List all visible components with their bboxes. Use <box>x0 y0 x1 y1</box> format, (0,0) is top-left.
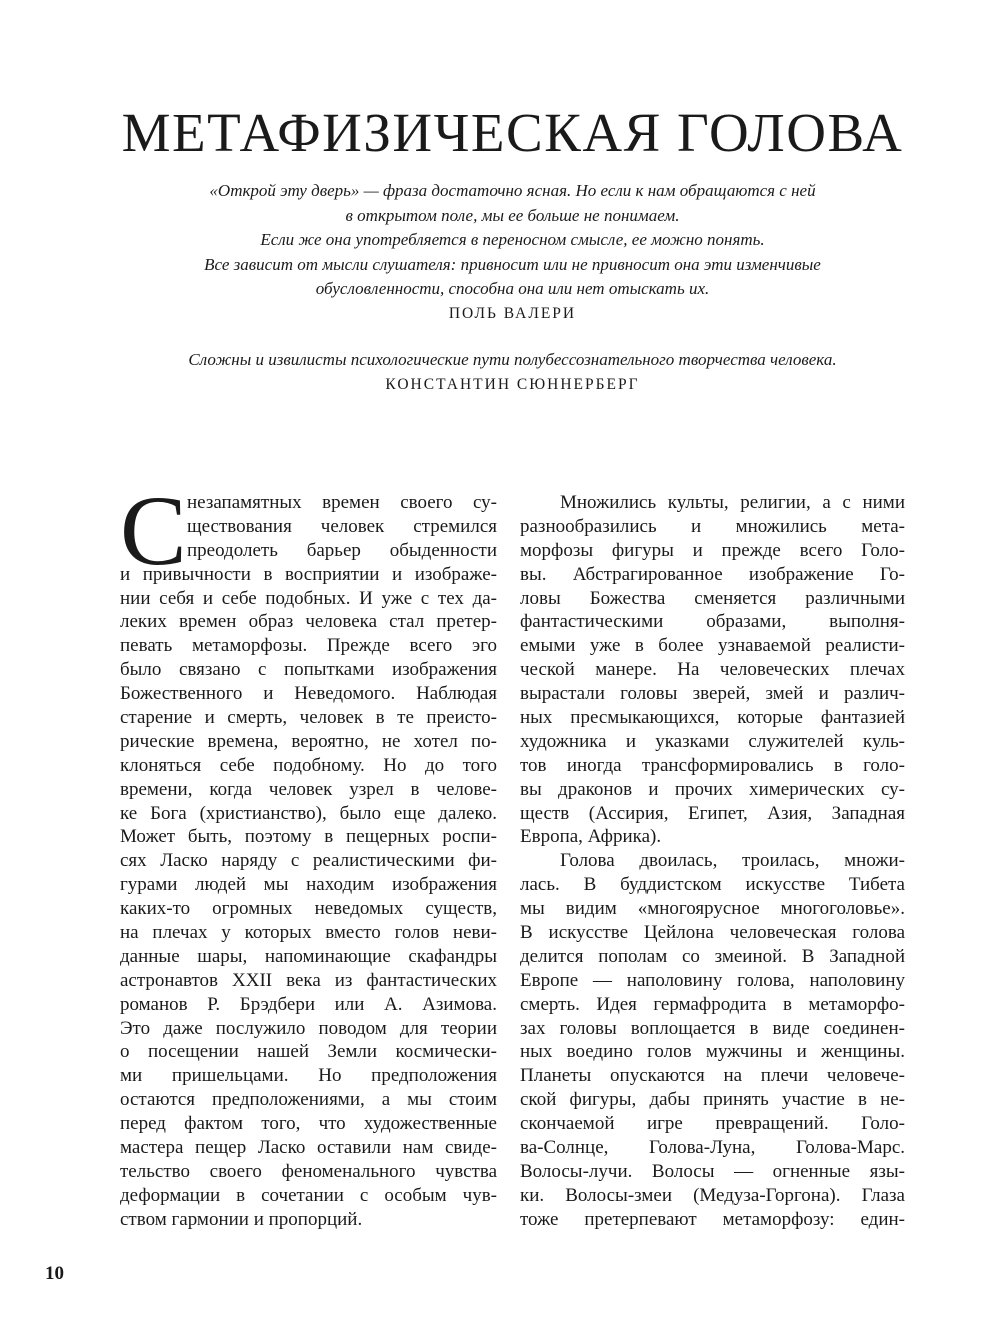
text-line: и привычности в восприятии и изображе- <box>120 563 497 585</box>
text-line: было связано с попытками изображения <box>120 659 497 681</box>
text-line: ва-Солнце, Голова-Луна, Голова-Марс. <box>520 1137 905 1159</box>
epigraph-line: в открытом поле, мы ее больше не понимаем. <box>345 205 680 225</box>
text-line: Планеты опускаются на плечи человече- <box>520 1065 905 1087</box>
text-line: Множились культы, религии, а с ними <box>560 492 905 513</box>
epigraph-line: Сложны и извилисты психологические пути полубессознательного творчества человека. <box>188 350 837 369</box>
text-line: ки. Волосы-змеи (Медуза-Горгона). Глаза <box>520 1184 905 1206</box>
text-line: певать метаморфозы. Прежде всего эго <box>120 635 497 657</box>
epigraph-line: Все зависит от мысли слушателя: привносит или не привносит она эти изменчивые <box>204 254 821 274</box>
text-line: смерть. Идея гермафродита в метаморфо- <box>520 993 905 1015</box>
text-line: зах головы воплощается в виде соединен- <box>520 1017 905 1039</box>
text-line: о посещении нашей Земли космически- <box>120 1041 497 1063</box>
text-line: времени, когда человек узрел в челове- <box>120 778 497 800</box>
text-line: мастера пещер Ласко оставили нам свиде- <box>120 1137 497 1159</box>
text-line: ществ (Ассирия, Египет, Азия, Западная <box>520 802 905 824</box>
text-line: Божественного и Неведомого. Наблюдая <box>120 683 497 705</box>
text-line: астронавтов XXII века из фантастических <box>120 969 497 991</box>
text-line: вы драконов и прочих химерических су- <box>520 778 905 800</box>
text-line: делится пополам со змеиной. В Западной <box>520 945 905 967</box>
text-line: тов иногда трансформировались в голо- <box>520 754 905 776</box>
body-column-right <box>520 491 905 1232</box>
text-line: Голова двоилась, троилась, множи- <box>560 850 905 872</box>
text-line: лась. В буддистском искусстве Тибета <box>520 874 905 896</box>
text-line: вы. Абстрагированное изображение Го- <box>520 563 905 585</box>
text-line: Европе — наполовину голова, наполовину <box>520 969 905 991</box>
text-line: художника и указками служителей куль- <box>520 730 905 752</box>
text-line: остаются предположениями, а мы стоим <box>120 1089 497 1111</box>
body-column-left <box>120 475 497 1232</box>
epigraph-author: ПОЛЬ ВАЛЕРИ <box>448 304 577 322</box>
epigraph-sjunnerberg <box>0 348 1000 397</box>
text-line: Волосы-лучи. Волосы — огненные язы- <box>520 1160 905 1182</box>
epigraph-line: «Открой эту дверь» — фраза достаточно ясная. Но если к нам обращаются с ней <box>209 181 816 200</box>
epigraph-line: Если же она употребляется в переносном смысле, ее можно понять. <box>260 230 765 249</box>
text-line: ловы Божества сменяется различными <box>520 587 905 609</box>
text-line: незапамятных времен своего су- <box>187 492 497 513</box>
text-line: емыми уже в более узнаваемой реалисти- <box>520 635 905 657</box>
text-line: перед фактом того, что художественные <box>120 1113 497 1135</box>
text-line: каких-то огромных неведомых существ, <box>120 898 497 920</box>
page-number: 10 <box>45 1263 64 1284</box>
text-line: Это даже послужило поводом для теории <box>120 1017 497 1039</box>
text-line: морфозы фигуры и прежде всего Голо- <box>520 539 905 561</box>
text-line: деформации в сочетании с особым чув- <box>120 1184 497 1206</box>
text-line: ществования человек стремился <box>187 515 497 537</box>
text-line: фантастическими образами, выполня- <box>520 611 905 633</box>
text-line: клоняться себе подобному. Но до того <box>120 754 497 776</box>
drop-cap: С <box>120 475 187 586</box>
text-line: романов Р. Брэдбери или А. Азимова. <box>120 993 497 1015</box>
text-line: нии себя и себе подобных. И уже с тех да- <box>120 587 497 609</box>
epigraph-line: обусловленности, способна она или нет отыскать их. <box>315 279 710 298</box>
text-line: ке Бога (христианство), было еще далеко. <box>120 802 497 824</box>
text-line: преодолеть барьер обыденности <box>187 539 497 561</box>
text-line: тоже претерпевают метаморфозу: един- <box>520 1208 905 1230</box>
epigraph-valery <box>0 179 1000 326</box>
text-line: ством гармонии и пропорций. <box>120 1208 363 1230</box>
text-line: сях Ласко наряду с реалистическими фи- <box>120 850 497 872</box>
text-line: В искусстве Цейлона человеческая голова <box>520 922 905 944</box>
text-line: тельство своего феноменального чувства <box>120 1160 497 1182</box>
text-line: данные шары, напоминающие скафандры <box>120 945 497 967</box>
text-line: Может быть, поэтому в пещерных роспи- <box>120 826 497 848</box>
chapter-title: МЕТАФИЗИЧЕСКАЯ ГОЛОВА <box>121 102 904 163</box>
text-line: скончаемой игре превращений. Голо- <box>520 1113 905 1135</box>
text-line: ных воедино голов мужчины и женщины. <box>520 1041 905 1063</box>
text-line: старение и смерть, человек в те преисто- <box>120 707 497 729</box>
text-line: рические времена, вероятно, не хотел по- <box>120 730 497 752</box>
text-line: ской фигуры, дабы принять участие в не- <box>520 1089 905 1111</box>
text-line: гурами людей мы находим изображения <box>120 874 497 896</box>
text-line: ных пресмыкающихся, которые фантазией <box>520 707 905 729</box>
text-line: мы видим «многоярусное многоголовье». <box>520 898 905 920</box>
text-line: леких времен образ человека стал претер- <box>120 611 497 633</box>
text-line: ми пришельцами. Но предположения <box>120 1065 497 1087</box>
text-line: вырастали головы зверей, змей и различ- <box>520 683 905 705</box>
text-line: ческой манере. На человеческих плечах <box>520 659 905 681</box>
epigraph-author: КОНСТАНТИН СЮННЕРБЕРГ <box>385 375 640 393</box>
text-line: Европа, Африка). <box>520 826 662 848</box>
text-line: разнообразились и множились мета- <box>520 515 905 537</box>
text-line: на плечах у которых вместо голов неви- <box>120 922 497 944</box>
